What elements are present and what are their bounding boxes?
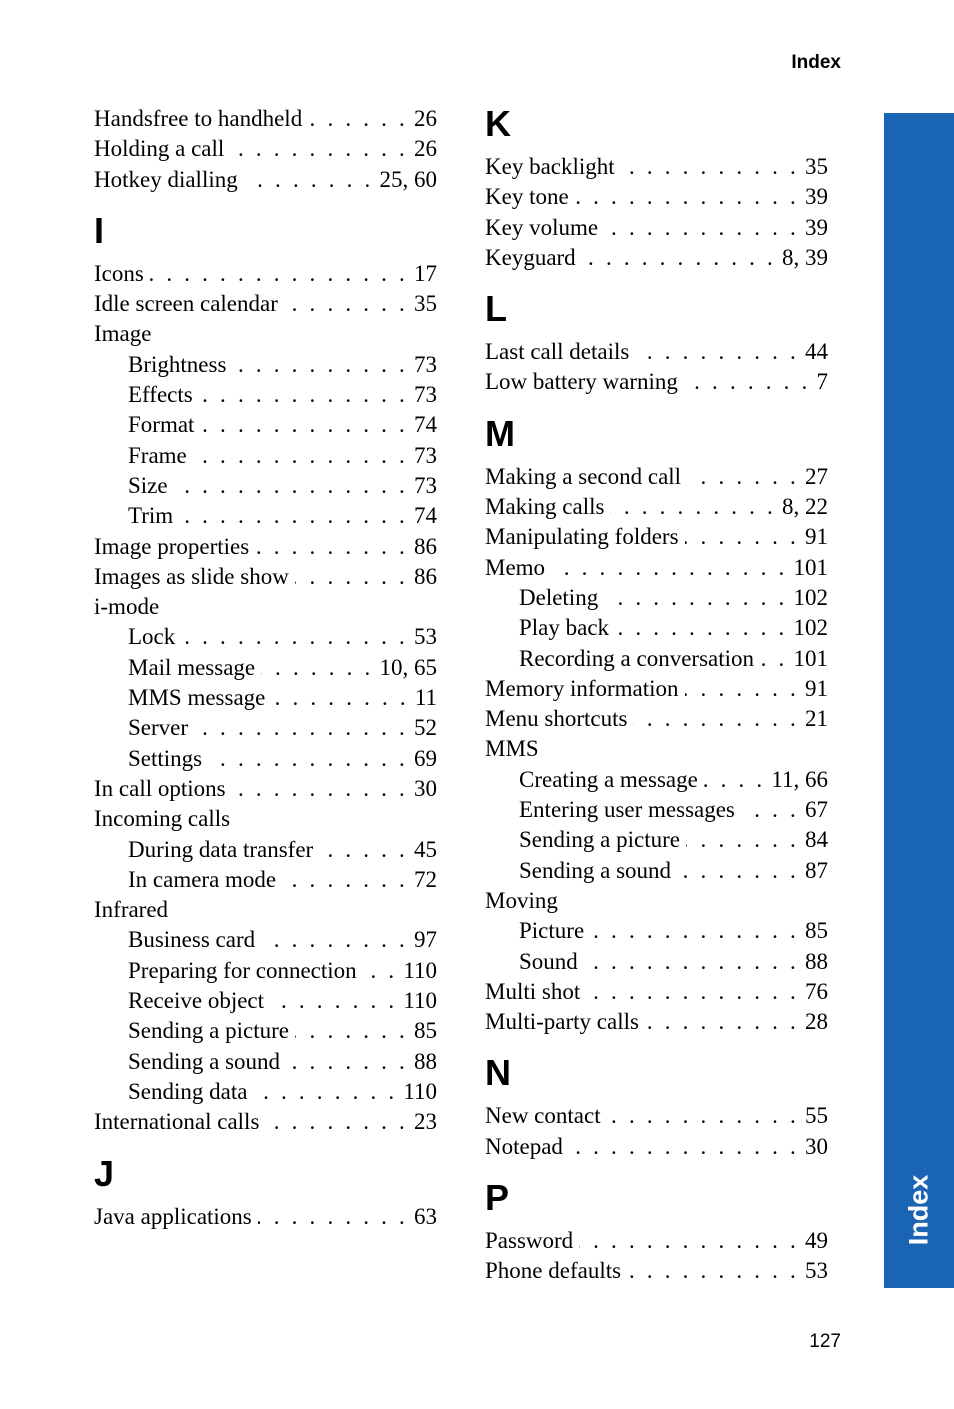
entry-term: Trim xyxy=(128,503,174,529)
entry-pages: 74 xyxy=(414,503,437,529)
index-entry xyxy=(94,774,437,804)
index-entry xyxy=(485,1132,828,1162)
entry-pages: 44 xyxy=(805,339,828,365)
entry-term: Icons xyxy=(94,260,144,286)
entry-term: Manipulating folders xyxy=(485,524,679,550)
index-subentry xyxy=(94,744,437,774)
index-column-right xyxy=(485,104,828,1287)
index-subentry xyxy=(94,501,437,531)
entry-pages: 30 xyxy=(805,1133,828,1159)
entry-term: Making a second call xyxy=(485,463,682,489)
index-entry xyxy=(94,1107,437,1137)
section-letter-k: K xyxy=(485,103,511,144)
entry-pages: 102 xyxy=(793,615,828,641)
entry-pages: 86 xyxy=(414,533,437,559)
entry-pages: 27 xyxy=(805,463,828,489)
index-subentry xyxy=(485,644,828,674)
index-subentry xyxy=(94,1077,437,1107)
index-subentry xyxy=(485,825,828,855)
entry-pages: 25, 60 xyxy=(379,166,437,192)
entry-pages: 23 xyxy=(414,1109,437,1135)
index-subentry xyxy=(94,925,437,955)
entry-pages: 87 xyxy=(805,857,828,883)
index-subentry xyxy=(94,956,437,986)
entry-term: Business card xyxy=(128,927,256,953)
entry-pages: 110 xyxy=(403,988,437,1014)
entry-term: Preparing for connection xyxy=(128,957,357,983)
entry-term: In call options xyxy=(94,775,226,801)
entry-pages: 63 xyxy=(414,1203,437,1229)
entry-term: Multi shot xyxy=(485,978,581,1004)
index-entry xyxy=(485,152,828,182)
entry-term: Format xyxy=(128,412,195,438)
entry-pages: 69 xyxy=(414,745,437,771)
section-letter-n: N xyxy=(485,1052,511,1094)
index-entry xyxy=(485,462,828,492)
index-entry xyxy=(485,1256,828,1286)
entry-term: Play back xyxy=(519,615,610,641)
entry-pages: 73 xyxy=(414,382,437,408)
index-entry xyxy=(485,553,828,583)
index-entry xyxy=(485,977,828,1007)
entry-term: Images as slide show xyxy=(94,563,289,589)
entry-term: Moving xyxy=(485,887,558,913)
entry-pages: 97 xyxy=(414,927,437,953)
index-entry-group xyxy=(485,886,828,916)
entry-pages: 101 xyxy=(793,645,828,671)
index-entry xyxy=(485,1101,828,1131)
index-entry xyxy=(485,367,828,397)
entry-term: Sending data xyxy=(128,1078,248,1104)
entry-pages: 49 xyxy=(805,1228,828,1254)
index-subentry xyxy=(94,410,437,440)
index-entry xyxy=(94,165,437,195)
entry-term: Frame xyxy=(128,442,187,468)
entry-pages: 72 xyxy=(414,866,437,892)
entry-term: Password xyxy=(485,1228,574,1254)
entry-term: Picture xyxy=(519,918,585,944)
entry-term: Recording a conversation xyxy=(519,645,755,671)
index-subentry xyxy=(94,1047,437,1077)
entry-term: Image xyxy=(94,321,152,347)
entry-pages: 30 xyxy=(414,775,437,801)
entry-pages: 53 xyxy=(414,624,437,650)
entry-pages: 8, 39 xyxy=(782,244,828,270)
index-subentry xyxy=(485,613,828,643)
entry-term: Sending a sound xyxy=(128,1048,281,1074)
index-entry xyxy=(485,213,828,243)
entry-term: Notepad xyxy=(485,1133,563,1159)
index-entry xyxy=(485,1226,828,1256)
entry-pages: 11, 66 xyxy=(771,766,828,792)
index-entry-group xyxy=(485,734,828,764)
entry-pages: 84 xyxy=(805,827,828,853)
page-number: 127 xyxy=(809,1331,841,1352)
index-subentry xyxy=(485,765,828,795)
index-subentry xyxy=(94,713,437,743)
entry-term: In camera mode xyxy=(128,866,277,892)
index-entry xyxy=(485,674,828,704)
entry-term: During data transfer xyxy=(128,836,314,862)
index-entry xyxy=(94,562,437,592)
entry-term: Menu shortcuts xyxy=(485,706,628,732)
entry-pages: 76 xyxy=(805,978,828,1004)
entry-term: Multi-party calls xyxy=(485,1009,639,1035)
entry-pages: 88 xyxy=(414,1048,437,1074)
index-subentry xyxy=(94,835,437,865)
index-subentry xyxy=(94,350,437,380)
entry-pages: 85 xyxy=(414,1018,437,1044)
entry-term: Hotkey dialling xyxy=(94,166,238,192)
index-subentry xyxy=(485,856,828,886)
section-letter-i: I xyxy=(94,209,105,251)
entry-term: Lock xyxy=(128,624,176,650)
entry-pages: 53 xyxy=(805,1258,828,1284)
index-subentry xyxy=(94,380,437,410)
entry-term: Making calls xyxy=(485,494,605,520)
entry-pages: 88 xyxy=(805,948,828,974)
index-entry xyxy=(485,1007,828,1037)
index-entry xyxy=(485,492,828,522)
entry-pages: 35 xyxy=(414,291,437,317)
entry-pages: 28 xyxy=(805,1009,828,1035)
entry-term: Entering user messages xyxy=(519,797,735,823)
section-letter-p: P xyxy=(485,1177,510,1219)
entry-pages: 39 xyxy=(805,214,828,240)
entry-pages: 21 xyxy=(805,706,828,732)
index-subentry xyxy=(94,471,437,501)
index-entry xyxy=(94,289,437,319)
entry-pages: 73 xyxy=(414,442,437,468)
entry-pages: 26 xyxy=(414,136,437,162)
entry-pages: 110 xyxy=(403,1078,437,1104)
entry-pages: 101 xyxy=(793,554,828,580)
index-entry xyxy=(94,104,437,134)
entry-pages: 73 xyxy=(414,351,437,377)
entry-term: Image properties xyxy=(94,533,250,559)
entry-pages: 55 xyxy=(805,1103,828,1129)
entry-pages: 17 xyxy=(414,260,437,286)
section-letter-m: M xyxy=(485,412,515,454)
entry-pages: 7 xyxy=(816,369,828,395)
entry-term: i-mode xyxy=(94,594,160,620)
index-subentry xyxy=(485,947,828,977)
entry-term: Creating a message xyxy=(519,766,698,792)
index-entry xyxy=(485,337,828,367)
entry-term: Phone defaults xyxy=(485,1258,622,1284)
entry-pages: 85 xyxy=(805,918,828,944)
index-entry-group xyxy=(94,895,437,925)
entry-pages: 52 xyxy=(414,715,437,741)
entry-term: Effects xyxy=(128,382,193,408)
entry-term: Brightness xyxy=(128,351,227,377)
entry-pages: 35 xyxy=(805,154,828,179)
running-header: Index xyxy=(791,52,841,73)
entry-term: Sending a picture xyxy=(128,1018,289,1044)
index-subentry xyxy=(485,795,828,825)
entry-term: Key backlight xyxy=(485,154,615,179)
section-letter-l: L xyxy=(485,288,507,330)
index-entry-group xyxy=(94,804,437,834)
entry-pages: 91 xyxy=(805,524,828,550)
entry-term: Low battery warning xyxy=(485,369,678,395)
entry-term: Memo xyxy=(485,554,546,580)
entry-term: Sound xyxy=(519,948,578,974)
entry-term: Size xyxy=(128,472,168,498)
index-entry xyxy=(94,259,437,289)
side-tab-label: Index xyxy=(903,1174,934,1246)
entry-term: Idle screen calendar xyxy=(94,291,278,317)
index-entry xyxy=(94,532,437,562)
entry-pages: 11 xyxy=(414,685,437,711)
index-entry xyxy=(94,134,437,164)
entry-term: Receive object xyxy=(128,988,265,1014)
entry-term: Settings xyxy=(128,745,203,771)
index-column-left xyxy=(94,104,437,1232)
entry-term: Server xyxy=(128,715,189,741)
entry-term: Memory information xyxy=(485,675,679,701)
entry-pages: 45 xyxy=(414,836,437,862)
entry-term: Handsfree to handheld xyxy=(94,106,303,131)
entry-term: Key tone xyxy=(485,184,569,210)
entry-term: Holding a call xyxy=(94,136,225,162)
entry-term: Key volume xyxy=(485,214,599,240)
entry-pages: 73 xyxy=(414,472,437,498)
entry-term: Infrared xyxy=(94,897,169,923)
entry-pages: 67 xyxy=(805,797,828,823)
entry-term: International calls xyxy=(94,1109,260,1135)
index-entry xyxy=(485,243,828,273)
entry-pages: 91 xyxy=(805,675,828,701)
index-entry xyxy=(485,182,828,212)
entry-pages: 102 xyxy=(793,584,828,610)
entry-pages: 26 xyxy=(414,106,437,131)
entry-term: Last call details xyxy=(485,339,630,365)
index-subentry xyxy=(94,865,437,895)
entry-pages: 39 xyxy=(805,184,828,210)
index-subentry xyxy=(94,683,437,713)
entry-term: Mail message xyxy=(128,654,256,680)
index-entry xyxy=(485,522,828,552)
entry-term: Sending a picture xyxy=(519,827,680,853)
entry-pages: 74 xyxy=(414,412,437,438)
index-subentry xyxy=(94,1016,437,1046)
index-subentry xyxy=(94,986,437,1016)
index-side-tab xyxy=(884,113,954,1288)
entry-pages: 10, 65 xyxy=(379,654,437,680)
index-entry xyxy=(485,704,828,734)
entry-term: New contact xyxy=(485,1103,601,1129)
index-subentry xyxy=(485,916,828,946)
entry-term: Incoming calls xyxy=(94,806,231,832)
index-subentry xyxy=(94,653,437,683)
index-subentry xyxy=(94,441,437,471)
section-letter-j: J xyxy=(94,1152,115,1194)
index-entry-group xyxy=(94,592,437,622)
entry-pages: 86 xyxy=(414,563,437,589)
entry-pages: 8, 22 xyxy=(782,494,828,520)
entry-term: Deleting xyxy=(519,584,599,610)
index-subentry xyxy=(94,622,437,652)
entry-term: MMS message xyxy=(128,685,266,711)
index-entry-group xyxy=(94,319,437,349)
entry-pages: 110 xyxy=(403,957,437,983)
entry-term: Sending a sound xyxy=(519,857,672,883)
index-subentry xyxy=(485,583,828,613)
index-entry xyxy=(94,1202,437,1232)
entry-term: Keyguard xyxy=(485,244,576,270)
entry-term: MMS xyxy=(485,736,539,762)
entry-term: Java applications xyxy=(94,1203,252,1229)
